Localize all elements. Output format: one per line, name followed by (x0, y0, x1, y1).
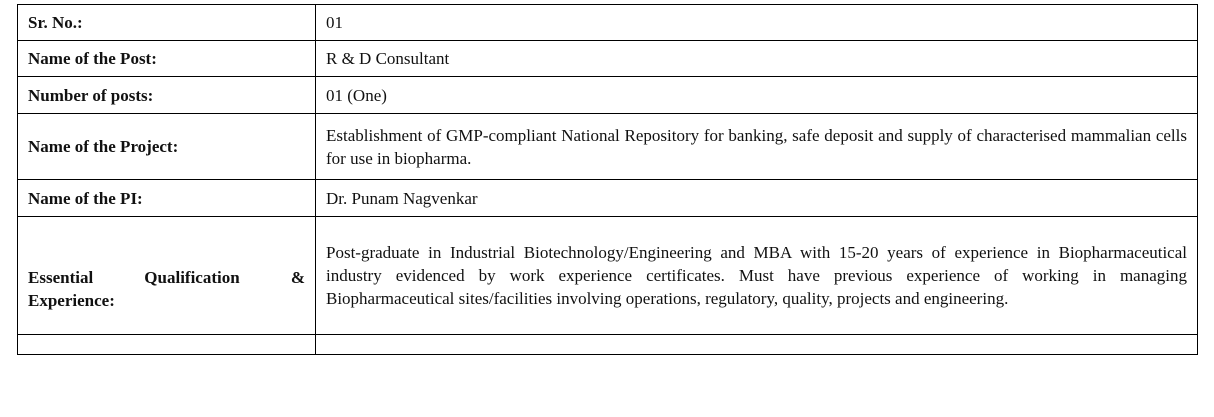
post-name-label: Name of the Post: (18, 41, 316, 77)
number-of-posts-value: 01 (One) (316, 77, 1198, 114)
table-row-project-name (18, 114, 1198, 180)
table-row-pi-name (18, 180, 1198, 217)
table-row-partial (18, 335, 1198, 355)
table-row-number-of-posts (18, 77, 1198, 114)
job-details-table (17, 4, 1198, 355)
partial-row-value-cell (316, 335, 1198, 355)
qualification-label-line1 (28, 266, 305, 289)
qualification-label-word: & (290, 267, 305, 287)
qualification-value: Post-graduate in Industrial Biotechnology/Engineering and MBA with 15-20 years of experience in Biopharmaceutical industry evidenced by work experience certificates. Must have previous experience of working in managing Biopharmaceutical sites/facilities involving operations, regulatory, quality, projects and engineering. (316, 217, 1198, 335)
number-of-posts-label: Number of posts: (18, 77, 316, 114)
pi-name-label: Name of the PI: (18, 180, 316, 217)
qualification-label-word: Qualification (144, 267, 240, 287)
pi-name-value: Dr. Punam Nagvenkar (316, 180, 1198, 217)
serial-number-label: Sr. No.: (18, 5, 316, 41)
qualification-label (18, 217, 316, 335)
qualification-label-line2: Experience: (28, 290, 115, 310)
project-name-label: Name of the Project: (18, 114, 316, 180)
project-name-value: Establishment of GMP-compliant National Repository for banking, safe deposit and supply of characterised mammalian cells for use in biopharma. (316, 114, 1198, 180)
post-name-value: R & D Consultant (316, 41, 1198, 77)
partial-row-label-cell (18, 335, 316, 355)
serial-number-value: 01 (316, 5, 1198, 41)
qualification-label-word: Essential (28, 267, 94, 287)
table-row-serial-number (18, 5, 1198, 41)
table-row-qualification (18, 217, 1198, 335)
table-row-post-name (18, 41, 1198, 77)
